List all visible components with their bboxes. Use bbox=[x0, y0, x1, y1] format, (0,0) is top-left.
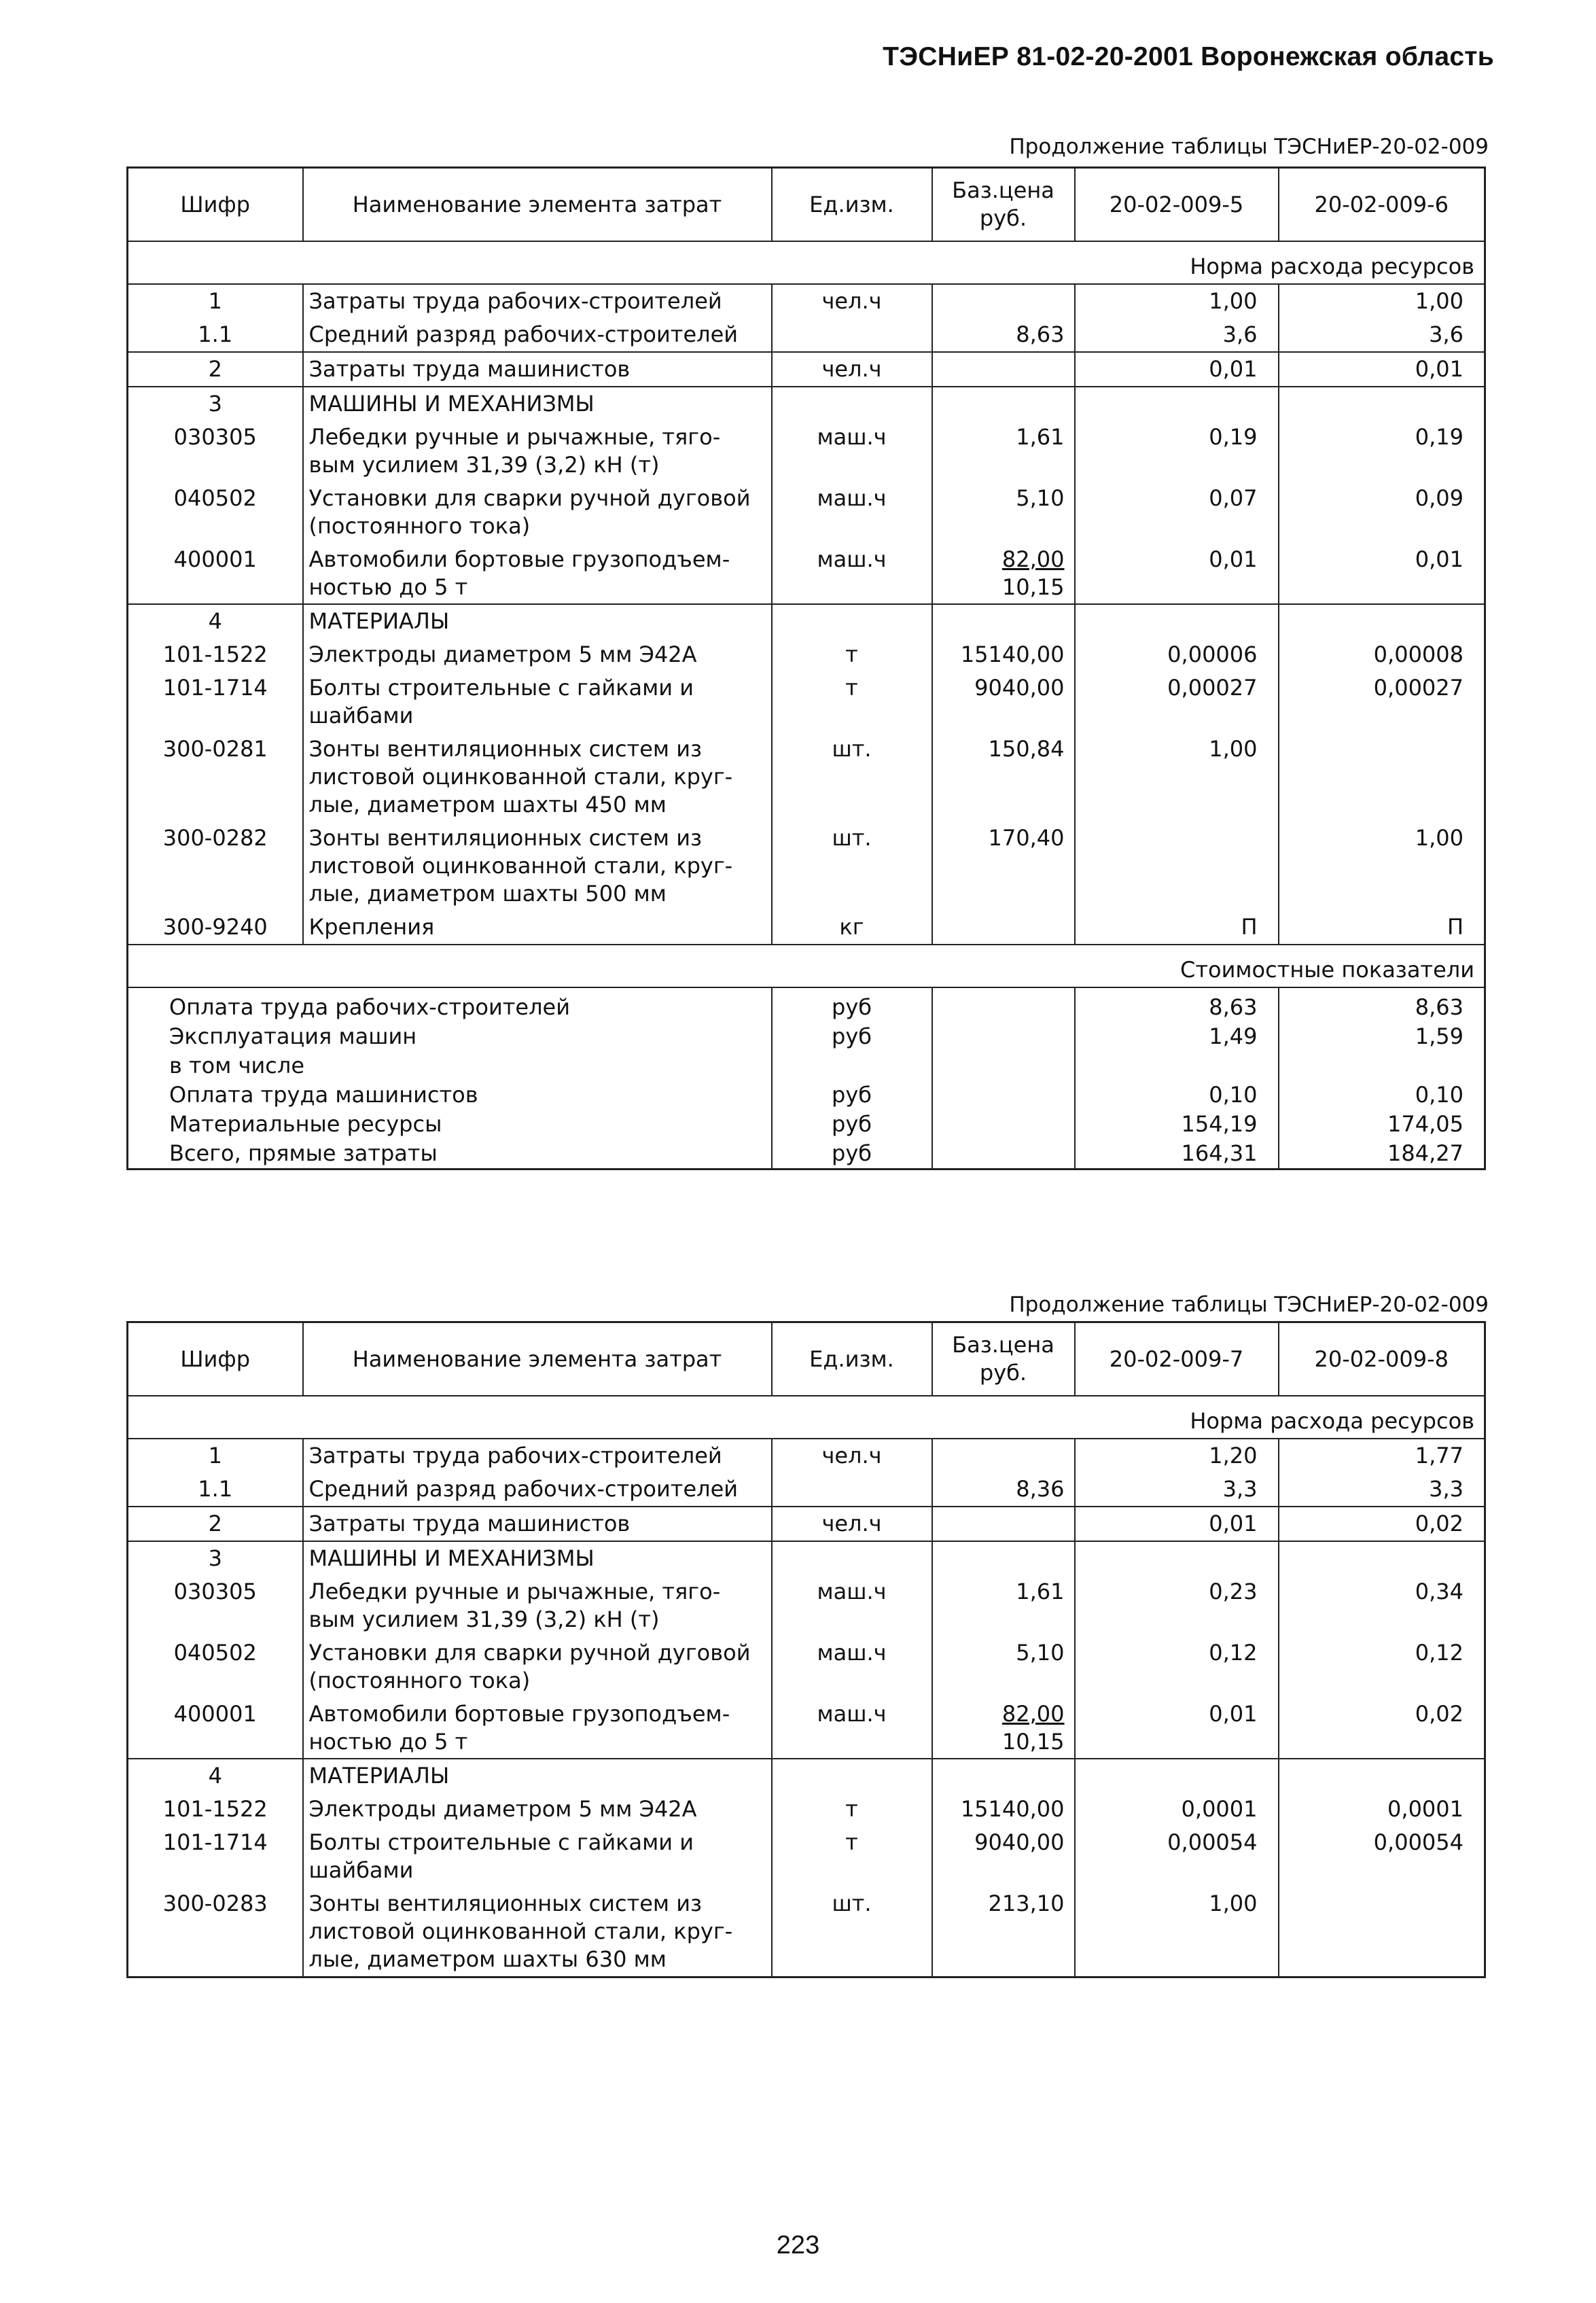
row-code: 1 bbox=[128, 1439, 303, 1473]
summary-name: Оплата труда машинистов bbox=[128, 1080, 772, 1110]
row-price: 213,10 bbox=[932, 1887, 1075, 1977]
row-value-b: 0,19 bbox=[1279, 421, 1485, 482]
summary-row bbox=[128, 1022, 1485, 1051]
summary-value-a: 154,19 bbox=[1075, 1110, 1279, 1139]
row-value-a: П bbox=[1075, 911, 1279, 945]
header-code: Шифр bbox=[128, 168, 303, 242]
summary-price bbox=[932, 1110, 1075, 1139]
resource-norm-table-1 bbox=[126, 166, 1486, 1170]
summary-row bbox=[128, 1110, 1485, 1139]
row-value-b bbox=[1279, 1887, 1485, 1977]
header-name: Наименование элемента затрат bbox=[303, 1322, 772, 1396]
row-price bbox=[932, 1759, 1075, 1793]
row-name: Затраты труда рабочих-строителей bbox=[303, 284, 772, 318]
table-row bbox=[128, 1575, 1485, 1636]
summary-value-a: 164,31 bbox=[1075, 1139, 1279, 1169]
row-price bbox=[932, 604, 1075, 638]
row-code: 1 bbox=[128, 284, 303, 318]
row-code: 400001 bbox=[128, 1698, 303, 1759]
row-unit: шт. bbox=[772, 1887, 932, 1977]
row-price bbox=[932, 1439, 1075, 1473]
summary-value-a: 8,63 bbox=[1075, 987, 1279, 1022]
row-value-a: 1,00 bbox=[1075, 1887, 1279, 1977]
cost-banner: Стоимостные показатели bbox=[128, 945, 1485, 987]
row-value-b: 0,34 bbox=[1279, 1575, 1485, 1636]
summary-value-a: 1,49 bbox=[1075, 1022, 1279, 1051]
row-unit bbox=[772, 1473, 932, 1507]
table-body bbox=[128, 241, 1485, 1169]
table-row bbox=[128, 1636, 1485, 1698]
row-price: 8,63 bbox=[932, 318, 1075, 352]
row-price: 8,36 bbox=[932, 1473, 1075, 1507]
summary-name: Всего, прямые затраты bbox=[128, 1139, 772, 1169]
row-price bbox=[932, 1507, 1075, 1541]
section-row bbox=[128, 1759, 1485, 1793]
row-value-a: 1,00 bbox=[1075, 284, 1279, 318]
table-row bbox=[128, 482, 1485, 543]
row-code: 3 bbox=[128, 387, 303, 421]
row-name: Автомобили бортовые грузоподъем-ностью до 5 т bbox=[303, 1698, 772, 1759]
summary-price bbox=[932, 1051, 1075, 1080]
row-name: Зонты вентиляционных систем из листовой оцинкованной стали, круг-лые, диаметром шахты 630 мм bbox=[303, 1887, 772, 1977]
row-name: Затраты труда рабочих-строителей bbox=[303, 1439, 772, 1473]
row-unit bbox=[772, 1759, 932, 1793]
summary-name: в том числе bbox=[128, 1051, 772, 1080]
table-row bbox=[128, 1473, 1485, 1507]
header-col-a: 20-02-009-7 bbox=[1075, 1322, 1279, 1396]
section-row bbox=[128, 1541, 1485, 1575]
row-price bbox=[932, 352, 1075, 387]
row-code: 300-0283 bbox=[128, 1887, 303, 1977]
row-value-a: 0,0001 bbox=[1075, 1793, 1279, 1826]
row-value-b: 0,02 bbox=[1279, 1698, 1485, 1759]
row-value-a bbox=[1075, 1759, 1279, 1793]
row-unit: т bbox=[772, 1826, 932, 1887]
row-name: Средний разряд рабочих-строителей bbox=[303, 1473, 772, 1507]
header-unit: Ед.изм. bbox=[772, 1322, 932, 1396]
row-value-a: 0,01 bbox=[1075, 543, 1279, 605]
summary-unit: руб bbox=[772, 987, 932, 1022]
row-name: Зонты вентиляционных систем из листовой оцинкованной стали, круг-лые, диаметром шахты 450 мм bbox=[303, 733, 772, 822]
row-unit bbox=[772, 318, 932, 352]
row-price: 15140,00 bbox=[932, 1793, 1075, 1826]
header-code: Шифр bbox=[128, 1322, 303, 1396]
row-code: 030305 bbox=[128, 1575, 303, 1636]
row-value-b: 0,09 bbox=[1279, 482, 1485, 543]
row-code: 101-1522 bbox=[128, 638, 303, 671]
header-unit: Ед.изм. bbox=[772, 168, 932, 242]
table-body bbox=[128, 1396, 1485, 1977]
table-row bbox=[128, 733, 1485, 822]
row-value-b: 0,01 bbox=[1279, 543, 1485, 605]
row-value-a: 0,12 bbox=[1075, 1636, 1279, 1698]
row-unit: т bbox=[772, 1793, 932, 1826]
summary-value-b: 184,27 bbox=[1279, 1139, 1485, 1169]
row-unit: кг bbox=[772, 911, 932, 945]
summary-value-b bbox=[1279, 1051, 1485, 1080]
row-price bbox=[932, 1698, 1075, 1759]
row-unit: чел.ч bbox=[772, 352, 932, 387]
summary-value-b: 1,59 bbox=[1279, 1022, 1485, 1051]
row-code: 300-0281 bbox=[128, 733, 303, 822]
row-unit: маш.ч bbox=[772, 1698, 932, 1759]
norm-banner: Норма расхода ресурсов bbox=[128, 1396, 1485, 1439]
summary-name: Эксплуатация машин bbox=[128, 1022, 772, 1051]
row-value-a: 3,3 bbox=[1075, 1473, 1279, 1507]
section-title: МАТЕРИАЛЫ bbox=[303, 1759, 772, 1793]
row-unit: маш.ч bbox=[772, 543, 932, 605]
row-price: 170,40 bbox=[932, 822, 1075, 911]
row-price: 5,10 bbox=[932, 1636, 1075, 1698]
row-unit: маш.ч bbox=[772, 1575, 932, 1636]
row-value-b bbox=[1279, 387, 1485, 421]
row-value-b bbox=[1279, 1541, 1485, 1575]
summary-value-b: 174,05 bbox=[1279, 1110, 1485, 1139]
header-price: Баз.цена руб. bbox=[932, 168, 1075, 242]
summary-value-b: 8,63 bbox=[1279, 987, 1485, 1022]
row-unit: маш.ч bbox=[772, 482, 932, 543]
row-value-b: 3,6 bbox=[1279, 318, 1485, 352]
price-operator-wage: 10,15 bbox=[1001, 574, 1065, 600]
row-unit: чел.ч bbox=[772, 284, 932, 318]
row-value-b: 0,01 bbox=[1279, 352, 1485, 387]
row-value-a: 0,01 bbox=[1075, 1507, 1279, 1541]
row-unit: маш.ч bbox=[772, 1636, 932, 1698]
row-value-b: 0,00054 bbox=[1279, 1826, 1485, 1887]
row-code: 400001 bbox=[128, 543, 303, 605]
row-name: Лебедки ручные и рычажные, тяго-вым усилием 31,39 (3,2) кН (т) bbox=[303, 421, 772, 482]
summary-value-a: 0,10 bbox=[1075, 1080, 1279, 1110]
row-code: 040502 bbox=[128, 1636, 303, 1698]
summary-unit bbox=[772, 1051, 932, 1080]
row-unit: чел.ч bbox=[772, 1507, 932, 1541]
table-header-row bbox=[128, 168, 1485, 242]
section-title: МАШИНЫ И МЕХАНИЗМЫ bbox=[303, 1541, 772, 1575]
row-price: 1,61 bbox=[932, 1575, 1075, 1636]
summary-name: Оплата труда рабочих-строителей bbox=[128, 987, 772, 1022]
row-value-b bbox=[1279, 733, 1485, 822]
row-name: Затраты труда машинистов bbox=[303, 1507, 772, 1541]
row-price bbox=[932, 284, 1075, 318]
row-code: 1.1 bbox=[128, 318, 303, 352]
row-code: 4 bbox=[128, 604, 303, 638]
row-name: Болты строительные с гайками и шайбами bbox=[303, 1826, 772, 1887]
row-value-a: 1,00 bbox=[1075, 733, 1279, 822]
row-price bbox=[932, 911, 1075, 945]
row-value-a: 0,00006 bbox=[1075, 638, 1279, 671]
row-unit bbox=[772, 604, 932, 638]
row-code: 101-1714 bbox=[128, 1826, 303, 1887]
row-value-a: 0,01 bbox=[1075, 352, 1279, 387]
table-row bbox=[128, 638, 1485, 671]
header-col-b: 20-02-009-6 bbox=[1279, 168, 1485, 242]
row-value-a bbox=[1075, 822, 1279, 911]
row-unit: шт. bbox=[772, 822, 932, 911]
section-row bbox=[128, 604, 1485, 638]
table-row bbox=[128, 1507, 1485, 1541]
row-price bbox=[932, 387, 1075, 421]
row-code: 040502 bbox=[128, 482, 303, 543]
row-name: Крепления bbox=[303, 911, 772, 945]
summary-value-a bbox=[1075, 1051, 1279, 1080]
row-value-b: П bbox=[1279, 911, 1485, 945]
row-name: Установки для сварки ручной дуговой (постоянного тока) bbox=[303, 1636, 772, 1698]
table-row bbox=[128, 671, 1485, 733]
summary-price bbox=[932, 987, 1075, 1022]
table-row bbox=[128, 1698, 1485, 1759]
row-code: 030305 bbox=[128, 421, 303, 482]
row-value-a: 0,23 bbox=[1075, 1575, 1279, 1636]
table-row bbox=[128, 543, 1485, 605]
row-price: 15140,00 bbox=[932, 638, 1075, 671]
row-name: Зонты вентиляционных систем из листовой оцинкованной стали, круг-лые, диаметром шахты 500 мм bbox=[303, 822, 772, 911]
cost-banner-row bbox=[128, 945, 1485, 987]
row-name: Автомобили бортовые грузоподъем-ностью до 5 т bbox=[303, 543, 772, 605]
norm-banner-row bbox=[128, 241, 1485, 284]
row-unit: т bbox=[772, 671, 932, 733]
summary-unit: руб bbox=[772, 1022, 932, 1051]
header-name: Наименование элемента затрат bbox=[303, 168, 772, 242]
row-value-a: 0,19 bbox=[1075, 421, 1279, 482]
table-row bbox=[128, 352, 1485, 387]
row-price: 9040,00 bbox=[932, 1826, 1075, 1887]
row-value-a: 3,6 bbox=[1075, 318, 1279, 352]
row-value-a bbox=[1075, 604, 1279, 638]
table-row bbox=[128, 822, 1485, 911]
row-unit: шт. bbox=[772, 733, 932, 822]
summary-value-b: 0,10 bbox=[1279, 1080, 1485, 1110]
table-row bbox=[128, 911, 1485, 945]
row-value-b: 0,00027 bbox=[1279, 671, 1485, 733]
row-name: Болты строительные с гайками и шайбами bbox=[303, 671, 772, 733]
header-price: Баз.цена руб. bbox=[932, 1322, 1075, 1396]
row-value-b bbox=[1279, 1759, 1485, 1793]
row-value-b: 1,77 bbox=[1279, 1439, 1485, 1473]
row-code: 2 bbox=[128, 352, 303, 387]
table-row bbox=[128, 1439, 1485, 1473]
table-row bbox=[128, 284, 1485, 318]
document-header: ТЭСНиЕР 81-02-20-2001 Воронежская область bbox=[883, 42, 1494, 71]
section-title: МАШИНЫ И МЕХАНИЗМЫ bbox=[303, 387, 772, 421]
row-price bbox=[932, 543, 1075, 605]
row-price bbox=[932, 1541, 1075, 1575]
table-continuation-caption: Продолжение таблицы ТЭСНиЕР-20-02-009 bbox=[1009, 135, 1489, 159]
resource-norm-table-2 bbox=[126, 1321, 1486, 1978]
table-header-row bbox=[128, 1322, 1485, 1396]
header-col-a: 20-02-009-5 bbox=[1075, 168, 1279, 242]
row-value-b: 1,00 bbox=[1279, 822, 1485, 911]
table-row bbox=[128, 421, 1485, 482]
row-value-a bbox=[1075, 1541, 1279, 1575]
row-unit bbox=[772, 1541, 932, 1575]
row-value-b: 3,3 bbox=[1279, 1473, 1485, 1507]
row-value-a: 0,07 bbox=[1075, 482, 1279, 543]
norm-banner-row bbox=[128, 1396, 1485, 1439]
summary-row bbox=[128, 1051, 1485, 1080]
row-value-b: 0,0001 bbox=[1279, 1793, 1485, 1826]
summary-row bbox=[128, 1080, 1485, 1110]
summary-unit: руб bbox=[772, 1080, 932, 1110]
row-code: 4 bbox=[128, 1759, 303, 1793]
price-machine-hour: 82,00 bbox=[1001, 546, 1065, 572]
row-name: Средний разряд рабочих-строителей bbox=[303, 318, 772, 352]
table-row bbox=[128, 1826, 1485, 1887]
row-name: Установки для сварки ручной дуговой (постоянного тока) bbox=[303, 482, 772, 543]
summary-name: Материальные ресурсы bbox=[128, 1110, 772, 1139]
price-machine-hour: 82,00 bbox=[1001, 1700, 1065, 1727]
row-code: 101-1522 bbox=[128, 1793, 303, 1826]
row-price: 150,84 bbox=[932, 733, 1075, 822]
row-value-a: 0,00027 bbox=[1075, 671, 1279, 733]
table-row bbox=[128, 1887, 1485, 1977]
row-unit: чел.ч bbox=[772, 1439, 932, 1473]
row-value-b: 0,12 bbox=[1279, 1636, 1485, 1698]
row-code: 3 bbox=[128, 1541, 303, 1575]
summary-price bbox=[932, 1139, 1075, 1169]
row-value-a bbox=[1075, 387, 1279, 421]
summary-unit: руб bbox=[772, 1139, 932, 1169]
row-value-a: 1,20 bbox=[1075, 1439, 1279, 1473]
row-value-a: 0,01 bbox=[1075, 1698, 1279, 1759]
row-code: 1.1 bbox=[128, 1473, 303, 1507]
header-col-b: 20-02-009-8 bbox=[1279, 1322, 1485, 1396]
section-title: МАТЕРИАЛЫ bbox=[303, 604, 772, 638]
row-value-b: 1,00 bbox=[1279, 284, 1485, 318]
row-code: 300-0282 bbox=[128, 822, 303, 911]
price-operator-wage: 10,15 bbox=[1001, 1728, 1065, 1755]
row-value-b bbox=[1279, 604, 1485, 638]
summary-price bbox=[932, 1022, 1075, 1051]
row-code: 300-9240 bbox=[128, 911, 303, 945]
row-value-b: 0,00008 bbox=[1279, 638, 1485, 671]
row-price: 1,61 bbox=[932, 421, 1075, 482]
row-name: Электроды диаметром 5 мм Э42А bbox=[303, 638, 772, 671]
row-name: Электроды диаметром 5 мм Э42А bbox=[303, 1793, 772, 1826]
row-unit: т bbox=[772, 638, 932, 671]
page-number: 223 bbox=[776, 2231, 820, 2260]
table-row bbox=[128, 1793, 1485, 1826]
row-price: 5,10 bbox=[932, 482, 1075, 543]
summary-row bbox=[128, 1139, 1485, 1169]
summary-unit: руб bbox=[772, 1110, 932, 1139]
row-name: Лебедки ручные и рычажные, тяго-вым усилием 31,39 (3,2) кН (т) bbox=[303, 1575, 772, 1636]
summary-price bbox=[932, 1080, 1075, 1110]
row-value-b: 0,02 bbox=[1279, 1507, 1485, 1541]
row-price: 9040,00 bbox=[932, 671, 1075, 733]
row-unit bbox=[772, 387, 932, 421]
row-value-a: 0,00054 bbox=[1075, 1826, 1279, 1887]
table-continuation-caption: Продолжение таблицы ТЭСНиЕР-20-02-009 bbox=[1009, 1293, 1489, 1317]
table-row bbox=[128, 318, 1485, 352]
row-code: 101-1714 bbox=[128, 671, 303, 733]
summary-row bbox=[128, 987, 1485, 1022]
row-name: Затраты труда машинистов bbox=[303, 352, 772, 387]
row-code: 2 bbox=[128, 1507, 303, 1541]
row-unit: маш.ч bbox=[772, 421, 932, 482]
norm-banner: Норма расхода ресурсов bbox=[128, 241, 1485, 284]
section-row bbox=[128, 387, 1485, 421]
